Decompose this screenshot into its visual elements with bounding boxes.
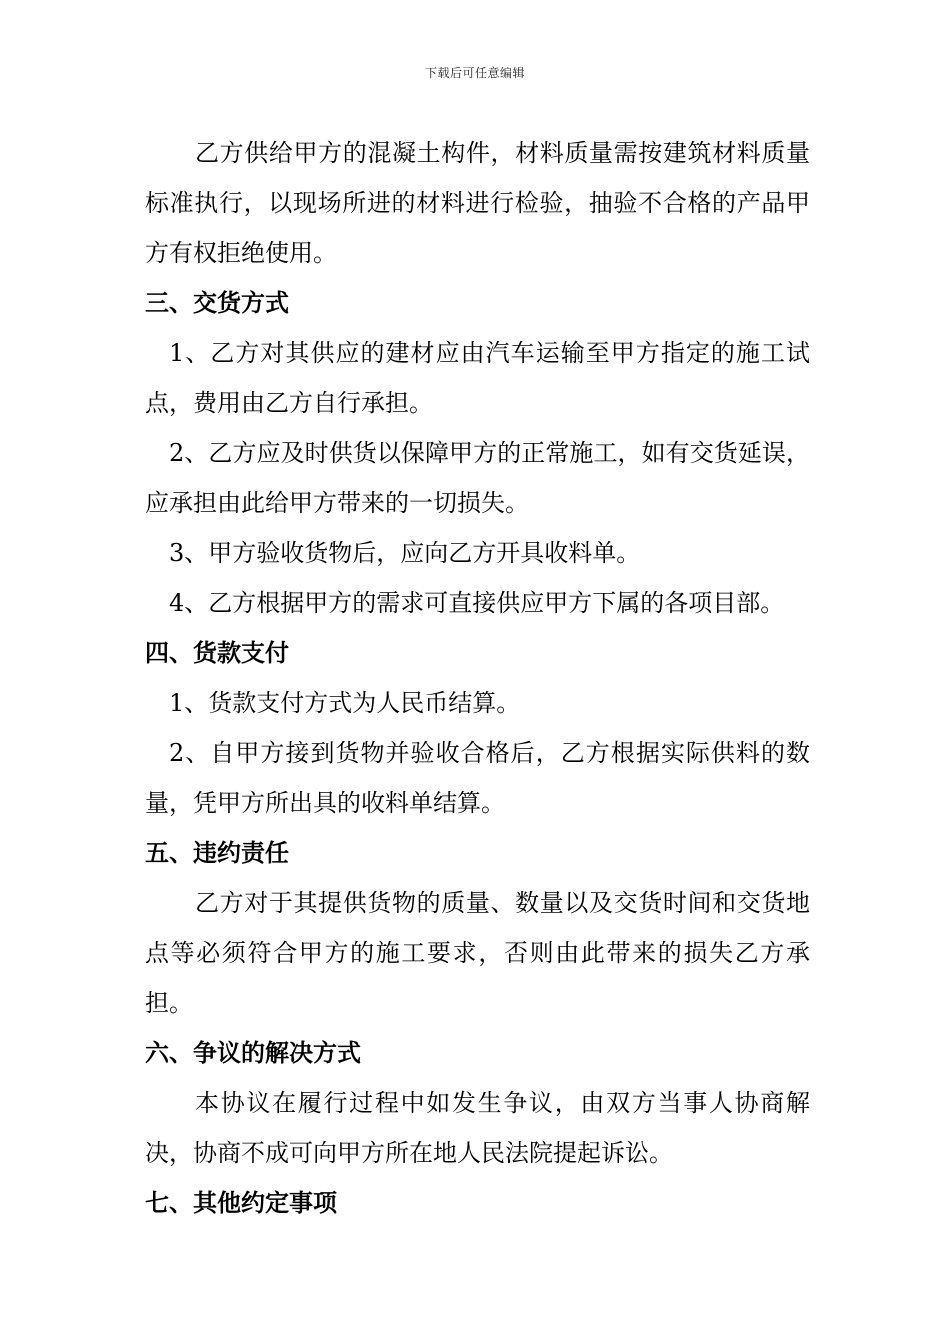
paragraph-dispute: 本协议在履行过程中如发生争议，由双方当事人协商解决，协商不成可向甲方所在地人民法院提起诉讼。 [145,1089,810,1167]
paragraph-material-quality: 乙方供给甲方的混凝土构件，材料质量需按建筑材料质量标准执行，以现场所进的材料进行检验，抽验不合格的产品甲方有权拒绝使用。 [145,139,810,267]
page-header: 下载后可任意编辑 [424,66,525,80]
paragraph-liability: 乙方对于其提供货物的质量、数量以及交货时间和交货地点等必须符合甲方的施工要求，否则由此带来的损失乙方承担。 [145,889,810,1017]
clause-delivery-4: 4、乙方根据甲方的需求可直接供应甲方下属的各项目部。 [169,589,785,617]
clause-payment-1: 1、货款支付方式为人民币结算。 [169,689,521,717]
section-heading-liability: 五、违约责任 [145,838,289,867]
clause-payment-2: 2、自甲方接到货物并验收合格后，乙方根据实际供料的数量，凭甲方所出具的收料单结算。 [145,739,810,817]
section-heading-other: 七、其他约定事项 [145,1188,337,1217]
clause-delivery-1: 1、乙方对其供应的建材应由汽车运输至甲方指定的施工试点，费用由乙方自行承担。 [145,339,810,417]
section-heading-payment: 四、货款支付 [145,638,289,667]
clause-delivery-3: 3、甲方验收货物后，应向乙方开具收料单。 [169,539,641,567]
section-heading-dispute: 六、争议的解决方式 [145,1038,361,1067]
section-heading-delivery: 三、交货方式 [145,288,289,317]
clause-delivery-2: 2、乙方应及时供货以保障甲方的正常施工，如有交货延误，应承担由此给甲方带来的一切损失。 [145,439,810,517]
document-body [145,128,810,1228]
